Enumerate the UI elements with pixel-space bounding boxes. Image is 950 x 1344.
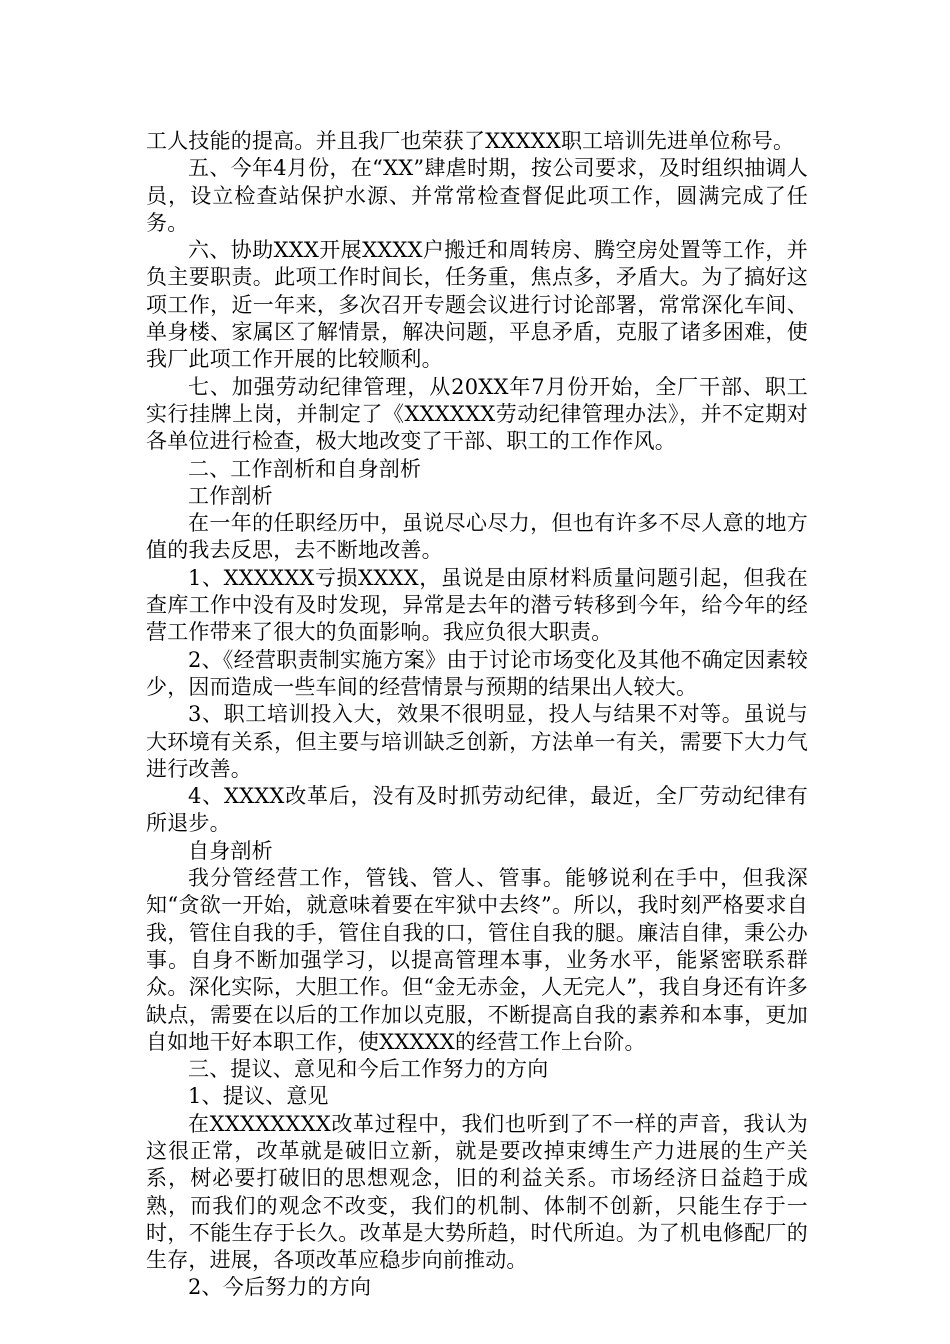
paragraph-analysis-3: 3、职工培训投入大，效果不很明显，投人与结果不对等。虽说与大环境有关系，但主要与培训缺乏创新，方法单一有关，需要下大力气进行改善。 (146, 702, 808, 781)
paragraph-continuation: 工人技能的提高。并且我厂也荣获了XXXXX职工培训先进单位称号。 (146, 129, 795, 153)
paragraph-analysis-4: 4、XXXX改革后，没有及时抓劳动纪律，最近，全厂劳动纪律有所退步。 (146, 784, 808, 836)
paragraph-suggestions: 在XXXXXXXX改革过程中，我们也听到了不一样的声音，我认为这很正常，改革就是破旧立新，就是要改掉束缚生产力进展的生产关系，树必要打破旧的思想观念，旧的利益关系。市场经济日益趋于成熟，而我们的观念不改变，我们的机制、体制不创新，只能生存于一时，不能生存于长久。改革是大势所趋，时代所迫。为了机电修配厂的生存，进展，各项改革应稳步向前推动。 (146, 1111, 808, 1273)
document-body (146, 128, 808, 1302)
paragraph-analysis-2: 2、《经营职责制实施方案》由于讨论市场变化及其他不确定因素较少，因而造成一些车间的经营情景与预期的结果出人较大。 (146, 647, 808, 699)
paragraph-item-7: 七、加强劳动纪律管理，从20XX年7月份开始，全厂干部、职工实行挂牌上岗，并制定了《XXXXXX劳动纪律管理办法》，并不定期对各单位进行检查，极大地改变了干部、职工的工作作风。 (146, 374, 808, 454)
paragraph-item-5: 五、今年4月份，在“XX”肆虐时期，按公司要求，及时组织抽调人员，设立检查站保护水源、并常常检查督促此项工作，圆满完成了任务。 (146, 156, 808, 235)
subheading-suggestions: 1、提议、意见 (188, 1084, 329, 1109)
subheading-self-analysis: 自身剖析 (188, 838, 273, 863)
paragraph-analysis-1: 1、XXXXXX亏损XXXX，虽说是由原材料质量问题引起，但我在查库工作中没有及时发现，异常是去年的潜亏转移到今年，给今年的经营工作带来了很大的负面影响。我应负很大职责。 (146, 565, 808, 645)
section-heading-2: 二、工作剖析和自身剖析 (188, 456, 422, 481)
section-heading-3: 三、提议、意见和今后工作努力的方向 (188, 1057, 549, 1082)
subheading-work-analysis: 工作剖析 (188, 483, 273, 508)
subheading-future-direction: 2、今后努力的方向 (188, 1275, 372, 1300)
paragraph-self-analysis: 我分管经营工作，管钱、管人、管事。能够说利在手中，但我深知“贪欲一开始，就意味着要在牢狱中去终”。所以，我时刻严格要求自我，管住自我的手，管住自我的口，管住自我的腿。廉洁自律，秉公办事。自身不断加强学习，以提高管理本事，业务水平，能紧密联系群众。深化实际，大胆工作。但“金无赤金，人无完人”，我自身还有许多缺点，需要在以后的工作加以克服，不断提高自我的素养和本事，更加自如地干好本职工作，使XXXXX的经营工作上台阶。 (146, 866, 808, 1054)
paragraph-work-analysis-intro: 在一年的任职经历中，虽说尽心尽力，但也有许多不尽人意的地方值的我去反思，去不断地改善。 (146, 511, 808, 563)
paragraph-item-6: 六、协助XXX开展XXXX户搬迁和周转房、腾空房处置等工作，并负主要职责。此项工作时间长，任务重，焦点多，矛盾大。为了搞好这项工作，近一年来，多次召开专题会议进行讨论部署，常常深化车间、单身楼、家属区了解情景，解决问题，平息矛盾，克服了诸多困难，使我厂此项工作开展的比较顺利。 (146, 238, 808, 372)
